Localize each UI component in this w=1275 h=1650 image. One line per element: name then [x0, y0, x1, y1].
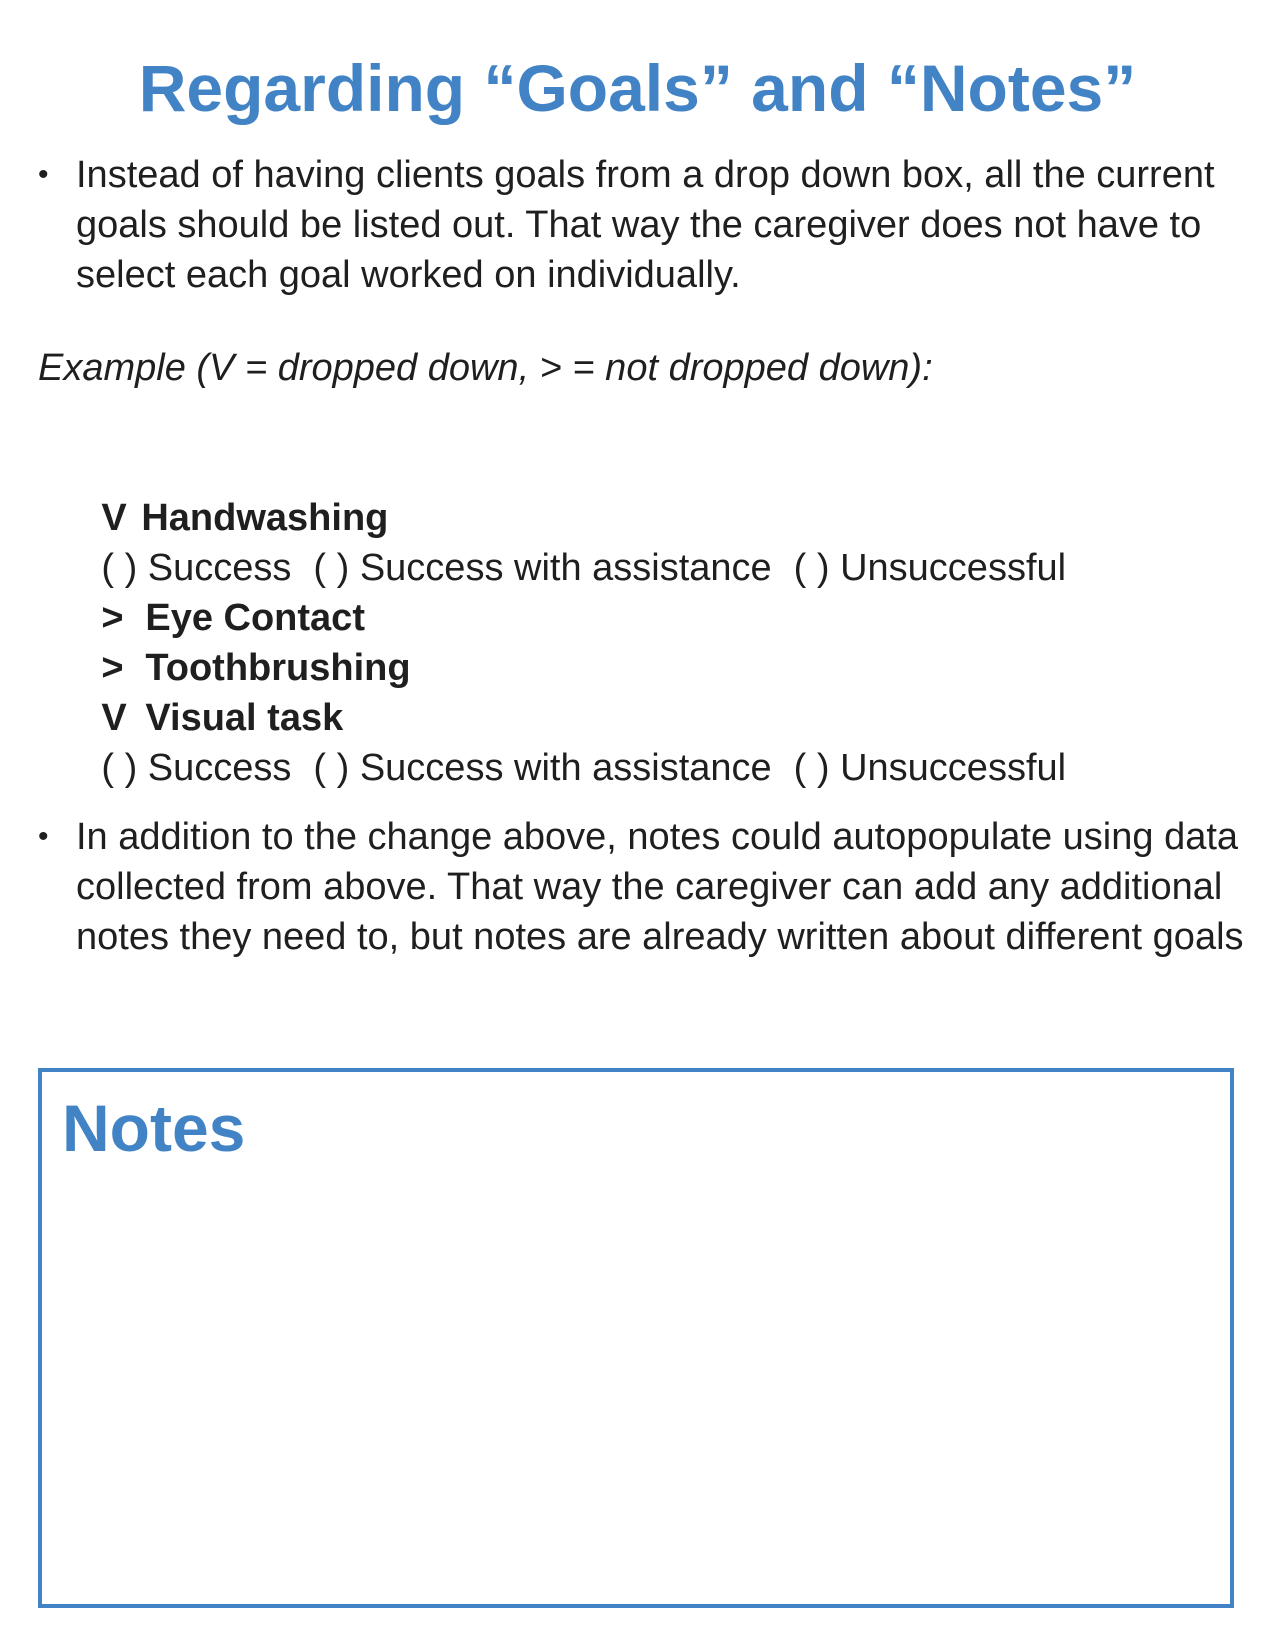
option-success[interactable]: ( ) Success — [101, 547, 292, 589]
goal-name: Eye Contact — [145, 597, 365, 639]
dropdown-expanded-marker[interactable]: V — [101, 497, 127, 539]
option-unsuccessful[interactable]: ( ) Unsuccessful — [793, 547, 1067, 589]
notes-title: Notes — [62, 1091, 246, 1165]
goal-item-handwashing[interactable] — [38, 443, 1238, 539]
option-success[interactable]: ( ) Success — [101, 747, 292, 789]
bullet-text: Instead of having clients goals from a drop down box, all the current goals should be listed out. That way the caregiver does not have to select each goal worked on individually. — [76, 154, 1215, 296]
bullet-text: In addition to the change above, notes could autopopulate using data collected from above. That way the caregiver can add any additional notes they need to, but notes are already written about different goals — [76, 816, 1244, 958]
bullet-point-notes — [38, 812, 1248, 962]
option-unsuccessful[interactable]: ( ) Unsuccessful — [793, 747, 1067, 789]
bullet-dot: • — [38, 158, 49, 191]
goal-name: Handwashing — [141, 497, 389, 539]
notes-box[interactable] — [38, 1068, 1234, 1608]
goal-name: Toothbrushing — [145, 647, 411, 689]
option-success-with-assistance[interactable]: ( ) Success with assistance — [313, 547, 772, 589]
goal-name: Visual task — [145, 697, 344, 739]
page-title: Regarding “Goals” and “Notes” — [138, 51, 1137, 125]
option-success-with-assistance[interactable]: ( ) Success with assistance — [313, 747, 772, 789]
dropdown-expanded-marker[interactable]: V — [101, 697, 127, 739]
dropdown-collapsed-marker[interactable]: > — [101, 597, 124, 639]
bullet-point-goals — [38, 150, 1248, 300]
example-label: Example (V = dropped down, > = not dropped down): — [38, 347, 933, 389]
goal-list — [38, 443, 1238, 789]
bullet-dot: • — [38, 820, 49, 853]
dropdown-collapsed-marker[interactable]: > — [101, 647, 124, 689]
